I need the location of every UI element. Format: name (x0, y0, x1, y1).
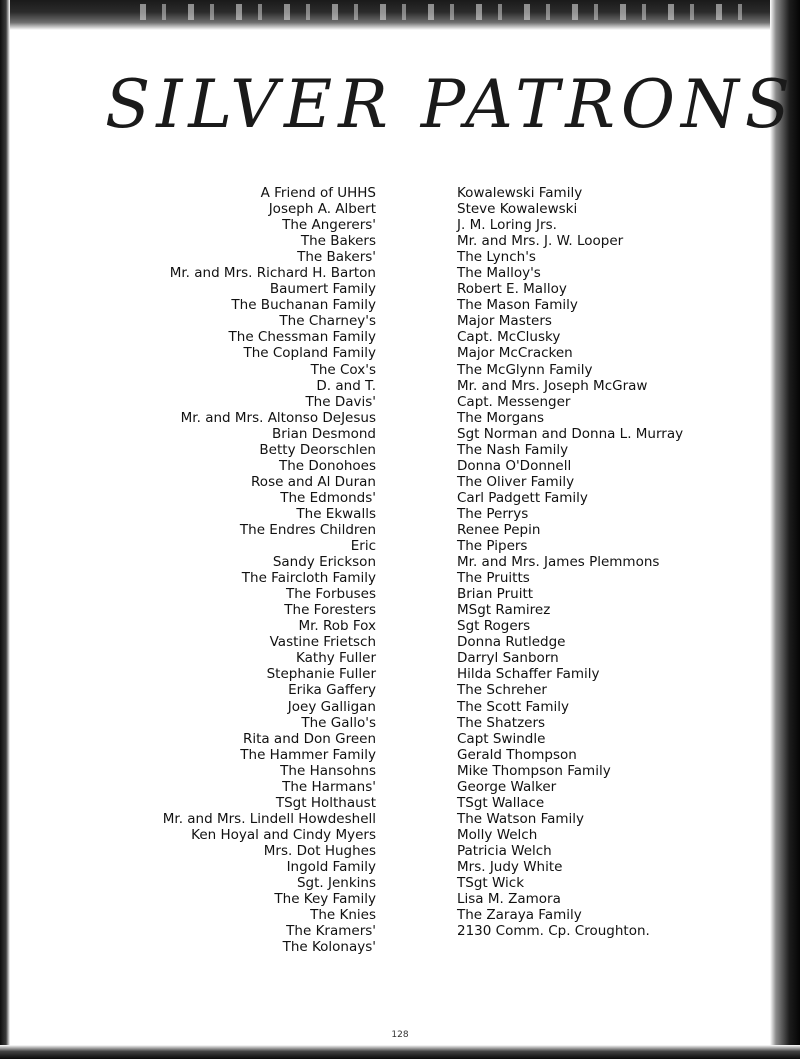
patron-name: The Shatzers (457, 714, 546, 731)
patron-name: Capt Swindle (457, 730, 546, 747)
patron-name: Mr. Rob Fox (298, 618, 376, 635)
patron-name: Major Masters (457, 313, 552, 330)
patron-name: The Bakers' (297, 249, 376, 266)
patron-name: The Pipers (457, 538, 528, 555)
patron-name: Donna O'Donnell (457, 457, 572, 474)
patron-name: The Forbuses (286, 586, 376, 603)
scan-border-bottom (0, 1045, 800, 1059)
patron-name: Mrs. Judy White (457, 858, 563, 875)
patron-list-right (457, 185, 683, 939)
patron-name: TSgt Holthaust (275, 794, 376, 811)
patron-name: The Angerers' (282, 217, 376, 234)
patron-name: Robert E. Malloy (457, 281, 567, 298)
patron-name: Vastine Frietsch (269, 634, 376, 651)
patron-name: The Harmans' (282, 778, 376, 795)
patron-name: The Endres Children (239, 521, 376, 538)
patron-name: Sgt Rogers (457, 618, 531, 635)
patron-name: The Charney's (279, 313, 376, 330)
patron-name: Mr. and Mrs. Richard H. Barton (169, 265, 376, 282)
patron-name: TSgt Wick (457, 875, 525, 892)
patron-name: Stephanie Fuller (266, 666, 376, 683)
patron-name: The Mason Family (457, 297, 578, 314)
patron-name: The Donohoes (278, 457, 376, 474)
patron-name: The Malloy's (457, 265, 541, 282)
patron-name: The Gallo's (301, 714, 376, 731)
patron-name: Betty Deorschlen (259, 441, 376, 458)
patron-name: Mr. and Mrs. James Plemmons (457, 554, 660, 571)
patron-name: The Knies (310, 907, 376, 924)
patron-name: The Chessman Family (228, 329, 376, 346)
patron-name: The Buchanan Family (231, 297, 376, 314)
patron-name: The Hansohns (280, 762, 376, 779)
patron-name: The McGlynn Family (457, 361, 593, 378)
patron-name: George Walker (457, 778, 557, 795)
patron-name: Carl Padgett Family (457, 489, 588, 506)
patron-name: The Zaraya Family (457, 907, 582, 924)
patron-name: The Schreher (457, 682, 547, 699)
patron-name: Molly Welch (457, 826, 538, 843)
patron-name: Rita and Don Green (242, 730, 376, 747)
patron-name: The Cox's (310, 361, 376, 378)
patron-name: Mr. and Mrs. Joseph McGraw (457, 377, 648, 394)
patron-name: Brian Pruitt (457, 586, 534, 603)
patron-name: The Bakers (300, 233, 376, 250)
patron-name: Mr. and Mrs. J. W. Looper (457, 233, 624, 250)
patron-name: Patricia Welch (457, 842, 552, 859)
patron-name: The Nash Family (457, 441, 569, 458)
patron-name: Mr. and Mrs. Lindell Howdeshell (162, 810, 376, 827)
patron-name: J. M. Loring Jrs. (457, 217, 557, 234)
patron-name: Kathy Fuller (296, 650, 376, 667)
patron-name: The Oliver Family (457, 473, 575, 490)
patron-name: Joey Galligan (287, 698, 376, 715)
patron-name: Renee Pepin (457, 521, 541, 538)
patron-name: Capt. Messenger (457, 393, 571, 410)
patron-name: The Hammer Family (240, 746, 376, 763)
patron-name: The Morgans (457, 409, 545, 426)
page-number: 128 (391, 1030, 409, 1040)
patron-name: Sgt. Jenkins (296, 875, 376, 892)
patron-name: The Perrys (457, 505, 529, 522)
patron-name: The Davis' (305, 393, 376, 410)
patron-name: The Lynch's (457, 249, 536, 266)
patron-name: The Pruitts (457, 570, 530, 587)
patron-name: Donna Rutledge (457, 634, 566, 651)
patron-name: Major McCracken (457, 345, 573, 362)
patron-name: Lisa M. Zamora (457, 891, 561, 908)
patron-name: The Foresters (284, 602, 376, 619)
page-title: SILVER PATRONS (105, 66, 796, 143)
patron-name: A Friend of UHHS (260, 185, 376, 201)
patron-name: Kowalewski Family (457, 185, 583, 201)
patron-name: Ken Hoyal and Cindy Myers (191, 826, 376, 843)
patron-name: Brian Desmond (272, 425, 376, 442)
scan-border-marks (140, 4, 760, 20)
patron-name: The Watson Family (457, 810, 585, 827)
patron-name: Ingold Family (286, 858, 376, 875)
patron-name: The Kramers' (286, 923, 376, 940)
patron-name: The Copland Family (243, 345, 376, 362)
patron-name: Erika Gaffery (288, 682, 376, 699)
patron-name: Sgt Norman and Donna L. Murray (457, 425, 684, 442)
patron-name: The Edmonds' (280, 489, 376, 506)
patron-name: Mr. and Mrs. Altonso DeJesus (180, 409, 376, 426)
patron-name: Gerald Thompson (457, 746, 577, 763)
scan-border-top (0, 0, 800, 30)
patron-name: Baumert Family (269, 281, 376, 298)
patron-name: The Key Family (274, 891, 376, 908)
patron-name: Steve Kowalewski (457, 201, 578, 218)
patron-name: D. and T. (316, 377, 376, 394)
scan-border-right (770, 0, 800, 1059)
patron-name: The Ekwalls (296, 505, 376, 522)
patron-name: Darryl Sanborn (457, 650, 559, 667)
patron-name: Mrs. Dot Hughes (263, 842, 376, 859)
patron-name: Capt. McClusky (457, 329, 561, 346)
patron-name: The Scott Family (457, 698, 569, 715)
patron-name: Joseph A. Albert (268, 201, 376, 218)
patron-name: MSgt Ramirez (457, 602, 551, 619)
patron-name: Rose and Al Duran (251, 473, 376, 490)
scan-border-left (0, 0, 10, 1059)
patron-name: The Faircloth Family (241, 570, 376, 587)
patron-name: Sandy Erickson (272, 554, 376, 571)
patron-name: TSgt Wallace (457, 794, 545, 811)
patron-name: 2130 Comm. Cp. Croughton. (457, 923, 650, 940)
patron-name: Eric (350, 538, 376, 555)
patron-name: Mike Thompson Family (457, 762, 611, 779)
patron-list-left (163, 185, 376, 955)
patron-name: Hilda Schaffer Family (457, 666, 600, 683)
patron-name: The Kolonays' (282, 939, 376, 956)
